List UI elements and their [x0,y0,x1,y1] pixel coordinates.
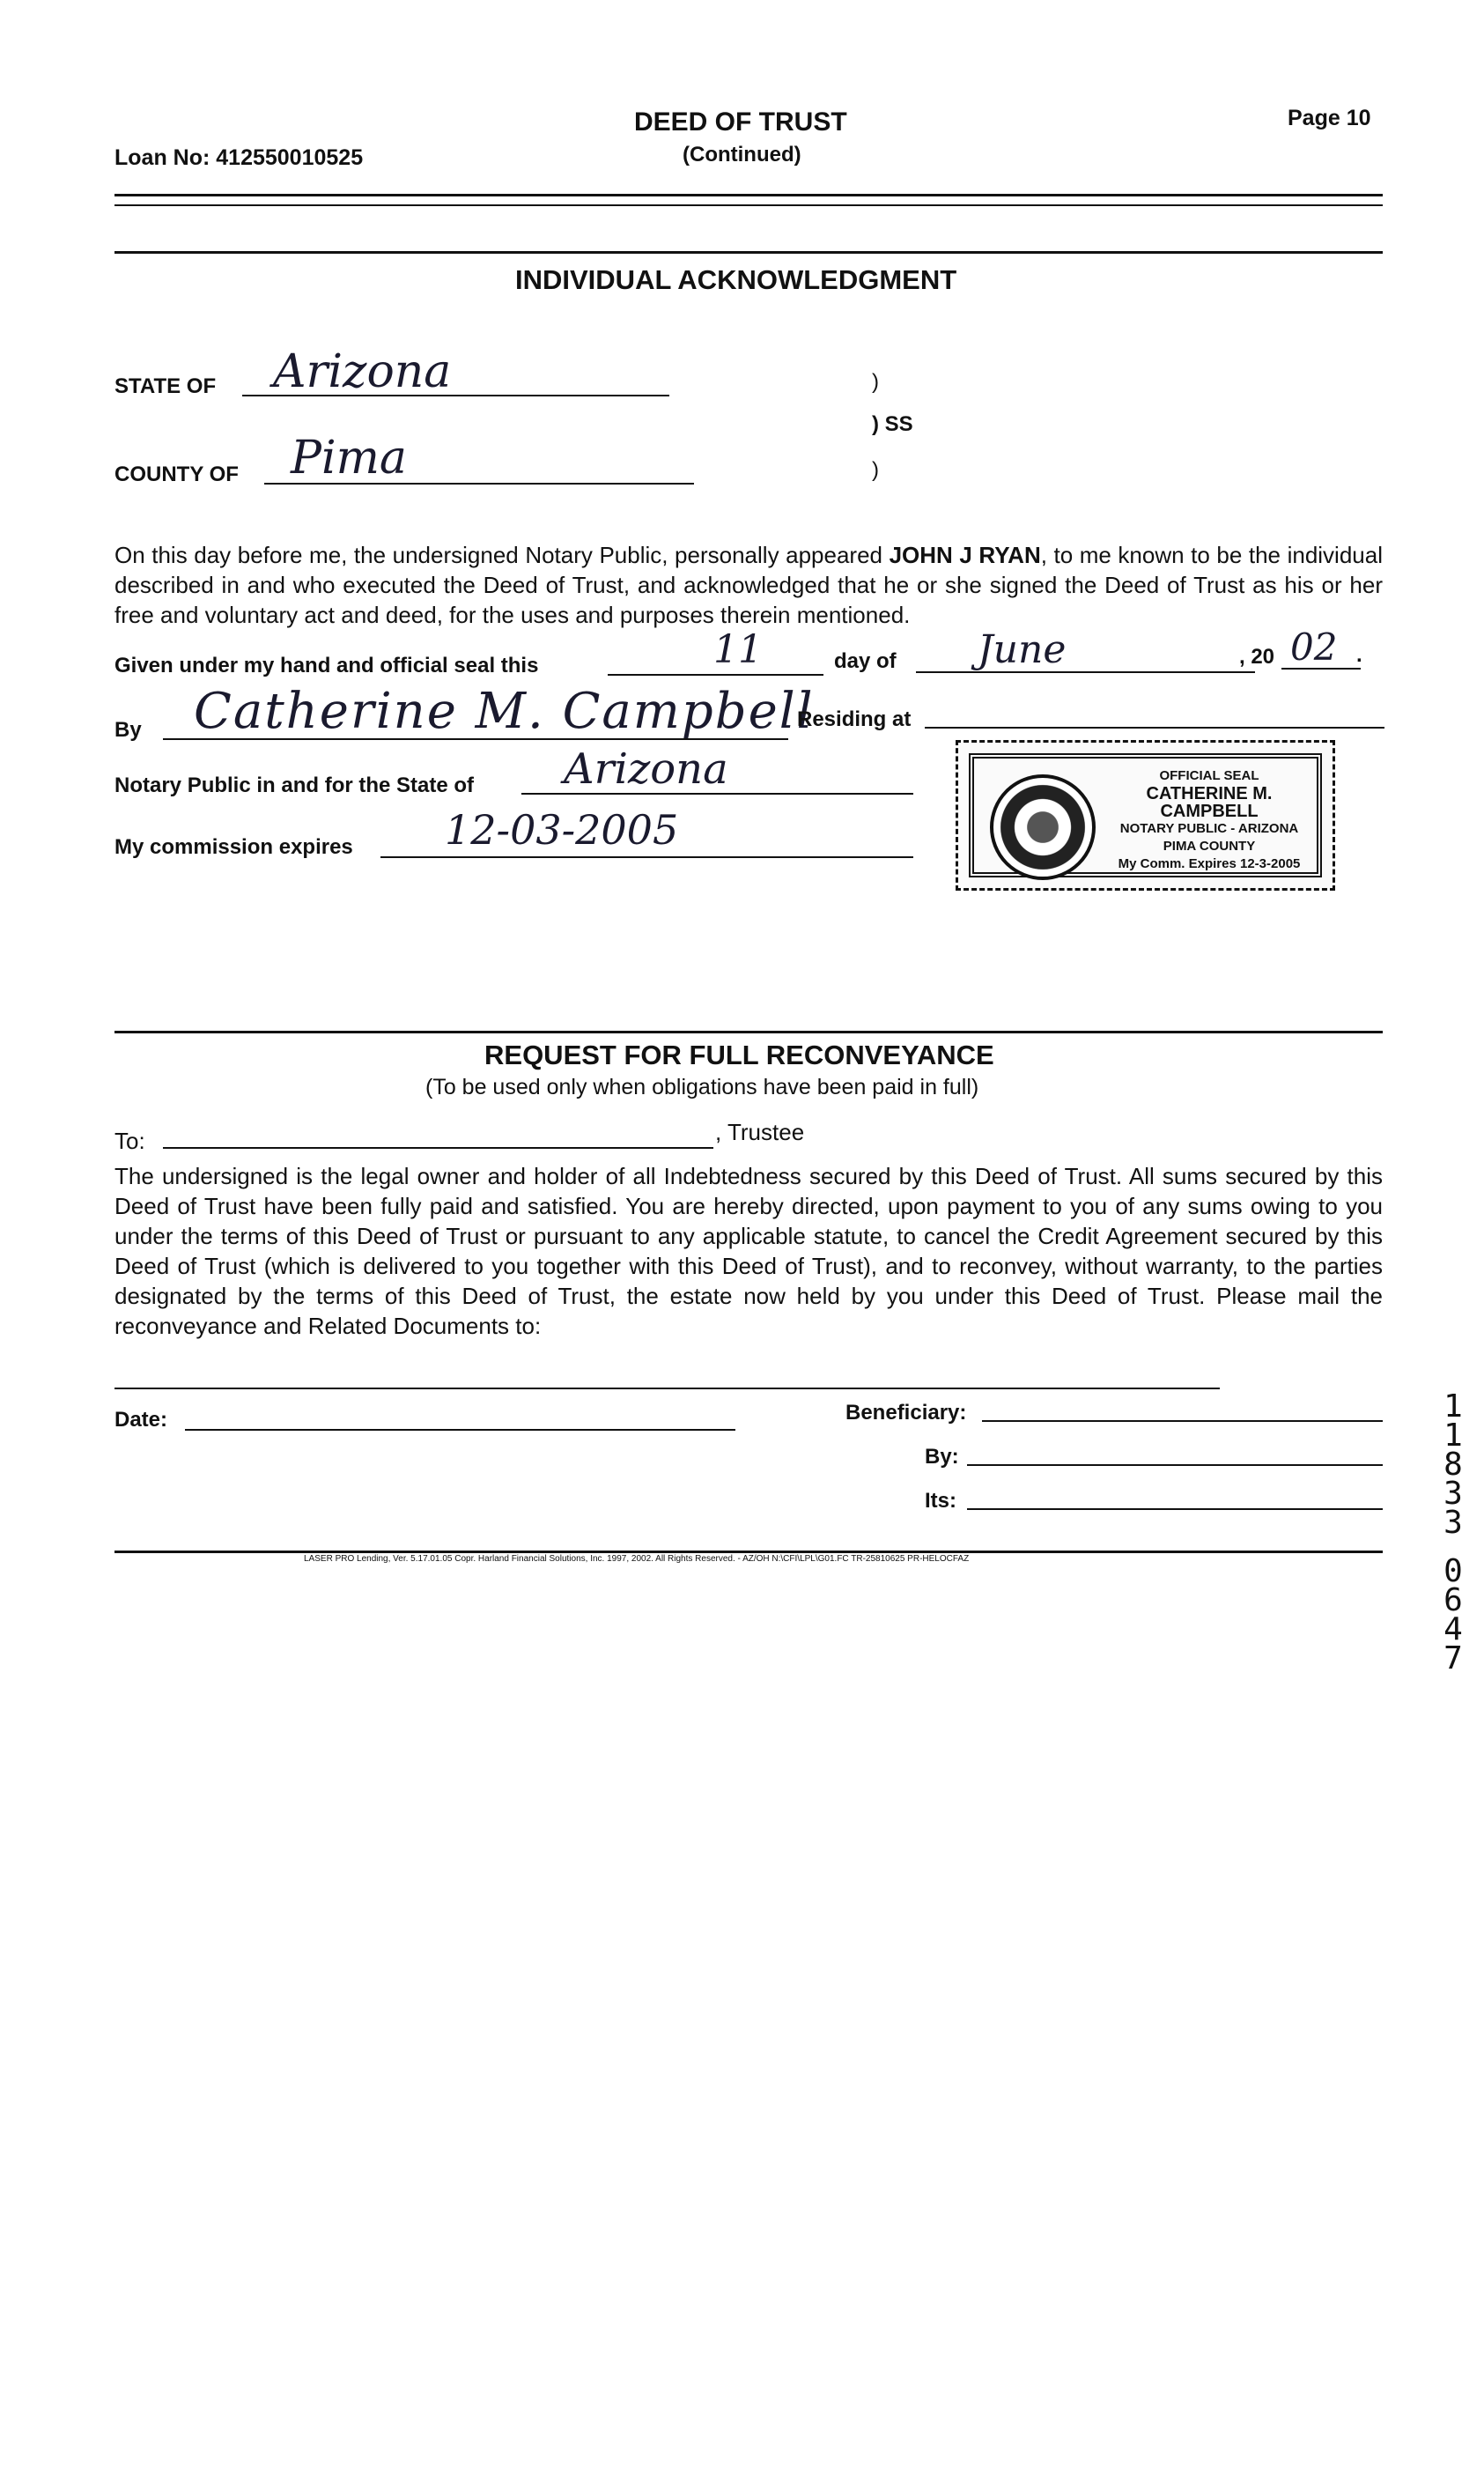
trustee-label: , Trustee [715,1119,805,1145]
loan-number: Loan No: 412550010525 [114,145,364,170]
seal-line-5: My Comm. Expires 12-3-2005 [1118,856,1301,871]
commission-field-line [380,856,913,858]
day-of-label: day of [834,649,897,673]
state-label: STATE OF [114,374,217,398]
state-value: Arizona [273,345,452,398]
document-subtitle: (Continued) [683,143,801,167]
year-period: . [1356,643,1362,667]
to-label: To: [114,1128,145,1154]
notary-signature: Catherine M. Campbell [194,683,815,740]
year-prefix: , 20 [1239,645,1275,669]
by-label: By [114,718,142,742]
beneficiary-field-line [982,1420,1383,1422]
footer-rule [114,1551,1383,1553]
by-label-2: By: [925,1445,959,1469]
seal-line-1: OFFICIAL SEAL [1159,768,1259,783]
seal-border [969,753,1322,877]
residing-label: Residing at [797,707,912,731]
reconveyance-heading: REQUEST FOR FULL RECONVEYANCE [484,1040,994,1070]
recording-digit: 7 [1443,1640,1463,1677]
header-rule [114,194,1383,196]
recording-digit: 4 [1443,1611,1463,1647]
seal-line-2: CATHERINE M. CAMPBELL [1146,784,1273,821]
day-field-line [608,674,823,676]
its-field-line [967,1508,1383,1510]
beneficiary-label: Beneficiary: [845,1401,967,1425]
official-seal-stamp [956,740,1335,891]
trustee-field-line [163,1147,713,1149]
recording-digit: 3 [1443,1476,1463,1512]
reconveyance-rule [114,1031,1383,1033]
seal-line-3: NOTARY PUBLIC - ARIZONA [1119,821,1299,836]
mail-to-line [114,1388,1220,1389]
its-label: Its: [925,1489,956,1513]
county-value: Pima [291,432,407,485]
appearing-person: JOHN J RYAN [889,542,1041,568]
year-value: 02 [1290,625,1338,669]
commission-value: 12-03-2005 [445,806,679,854]
header-rule-2 [114,204,1383,206]
page-number: Page 10 [1288,106,1371,130]
acknowledgment-body-start: On this day before me, the undersigned Notary Public, personally appeared [114,542,890,568]
day-value: 11 [713,627,763,672]
recording-digit: 8 [1443,1447,1463,1483]
reconveyance-subheading: (To be used only when obligations have been paid in full) [425,1075,979,1099]
residing-field-line [925,727,1384,729]
county-label: COUNTY OF [114,463,239,486]
by-field-line [967,1464,1383,1466]
ss-label: ) SS [872,412,913,436]
seal-line-4: PIMA COUNTY [1163,839,1256,854]
recording-digit: 1 [1443,1417,1463,1454]
date-field-line [185,1429,735,1431]
recording-digit: 0 [1443,1553,1463,1589]
document-title: DEED OF TRUST [634,107,847,137]
month-field-line [916,671,1255,673]
paren-3: ) [872,458,879,482]
reconveyance-body: The undersigned is the legal owner and holder of all Indebtedness secured by this Deed of Trust. All sums secured by this Deed of Trust have been fully paid and satisfied. You are hereby directed, upon payment to you of any sums owing to you under the terms of this Deed of Trust or pursuant to any applicable statute, to cancel the Credit Agreement secured by this Deed of Trust (which is delivered to you together with this Deed of Trust), and to reconvey, without warranty, to the parties designated by the terms of this Deed of Trust, the estate now held by you under this Deed of Trust. Please mail the reconveyance and Related Documents to: [114,1163,1383,1339]
recording-number [1436,1388,1471,1677]
notary-label: Notary Public in and for the State of [114,773,475,797]
given-label: Given under my hand and official seal this [114,654,539,677]
acknowledgment-heading: INDIVIDUAL ACKNOWLEDGMENT [515,264,957,295]
section-rule [114,251,1383,254]
seal-text-block [1099,767,1319,873]
date-label: Date: [114,1408,168,1432]
notary-state-value: Arizona [564,744,728,794]
commission-label: My commission expires [114,835,353,859]
recording-digit: 3 [1443,1505,1463,1541]
recording-digit: 6 [1443,1582,1463,1618]
recording-digit: 1 [1443,1388,1463,1425]
footer-fine-print: LASER PRO Lending, Ver. 5.17.01.05 Copr. Harland Financial Solutions, Inc. 1997, 2002. All Rights Reserved. - AZ/OH N:\CFI\LPL\G01.FC TR-25810625 PR-HELOCFAZ [304,1554,970,1564]
month-value: June [978,627,1067,672]
arizona-seal-emblem-icon [990,774,1096,880]
acknowledgment-body-end: , to me known to be the individual described in and who executed the Deed of Trust, and acknowledged that he or she signed the Deed of Trust as his or her free and voluntary act and deed, for the uses and purposes therein mentioned. [114,542,1383,628]
acknowledgment-body [114,540,1383,630]
paren-1: ) [872,370,879,394]
